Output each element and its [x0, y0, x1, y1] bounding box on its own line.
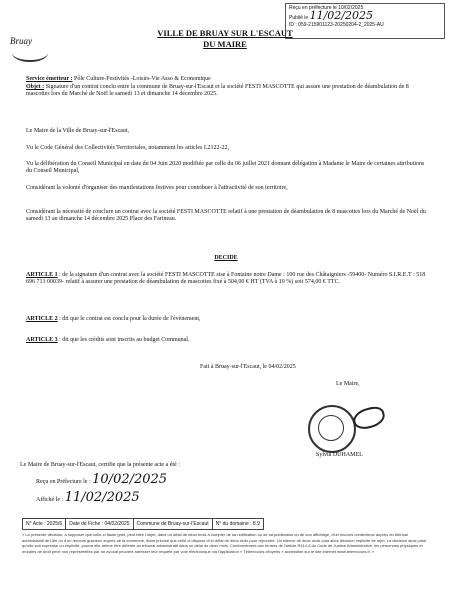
doc-title: VILLE DE BRUAY SUR L'ESCAUT [157, 28, 293, 38]
received-label: Reçu en Préfecture le : [36, 479, 91, 485]
considerant-1: Considérant la volonté d'organiser des manifestations festives pour contribuer à l'attractivité de son territoire, [26, 185, 288, 191]
signature-icon [351, 404, 387, 432]
certify-text: Le Maire de Bruay-sur-l'Escaut, certifie que la présente acte a été : [20, 462, 180, 468]
article-1 [26, 272, 426, 286]
footer-row [23, 519, 264, 530]
article-3-text: : dit que les crédits sont inscrits au budget Communal. [59, 337, 190, 343]
article-1-text: : de la signature d'un contrat avec la société FESTI MASCOTTE sise à Fontaine notre Dame : 100 rue des Châtaigniers -59400- Numéro S.I.R.E.T : 518 696 713 00039- relatif à assurer une prestation de déambulation de mascottes fixé à 504,00 € HT (TVA à 10 %) soit 574,00 € TTC. [26, 272, 426, 285]
doc-subtitle: DU MAIRE [203, 39, 247, 49]
mayor-seal-icon [308, 405, 356, 453]
signer-name: Sylvia DUHAMEL [316, 452, 363, 458]
stamp-received: Reçu en préfecture le 10/02/2025 [289, 5, 364, 11]
legal-notice: « La présente décision, à supposer que celle-ci fasse grief, peut faire l'objet, dans un délai de deux mois à compter de sa notification ou de sa publication ou de son affichage, d'un recours contentieux auprès du tribunal administratif de Lille ou d'un recours gracieux auprès de la commune, étant précisé que celle-ci dispose d'un délai de deux mois pour répondre. Un silence de deux mois vaut alors décision implicite de rejet. La décision ainsi prise qu'elle soit expresse ou implicite, pourra elle-même être déférée au tribunal administratif dans un délai de deux mois. Conformément aux termes de l'article R414-6 du Code de Justice Administrative, les personnes physiques et morales de droit privé non représentées par un avocat peuvent adresser leur requête par voie électronique via l'application « Télérecours citoyens » accessible sur le site internet www.telerecours.fr. » [22, 532, 427, 554]
posted-line [36, 490, 336, 505]
logo-text: Bruay [10, 36, 32, 46]
article-3-label: ARTICLE 3 [26, 337, 58, 343]
article-3 [26, 337, 426, 344]
article-2 [26, 316, 426, 323]
stamp-published-date: 11/02/2025 [309, 9, 373, 22]
stamp-published-label: Publié le [289, 15, 309, 21]
objet-label: Objet : [26, 84, 45, 90]
decide-heading: DECIDE [214, 255, 238, 261]
posted-label: Affiché le : [36, 497, 64, 503]
objet-value: Signature d'un contrat conclu entre la commune de Bruay-sur-l'Escaut et la société FESTI MASCOTTE qui assure une prestation de déambulation de 8 mascottes lors du Marché de Noël le samedi 13 et dimanche 14 décembre 2025. [26, 84, 409, 97]
posted-date: 11/02/2025 [64, 490, 140, 505]
footer-date: Date de Fiche : 04/02/2025 [66, 519, 133, 530]
objet-block [26, 84, 426, 98]
article-2-label: ARTICLE 2 [26, 316, 58, 322]
service-label: Service émetteur : [26, 76, 73, 82]
signer-role: Le Maire, [336, 381, 360, 387]
footer-table [22, 518, 264, 530]
article-2-text: : dit que le contrat est conclu pour la durée de l'évènement, [59, 316, 201, 322]
intro: Le Maire de la Ville de Bruay-sur-l'Escaut, [26, 128, 129, 134]
vu-deliberation: Vu la délibération du Conseil Municipal en date du 04 Juin 2020 modifiée par celle du 06 juillet 2021 donnant délégation à Madame le Maire de certaines attributions du Conseil Municipal, [26, 161, 425, 174]
footer-acte: N° Acte : 2025/6 [23, 519, 66, 530]
received-line [36, 472, 336, 487]
stamp-published [289, 9, 441, 22]
article-1-label: ARTICLE 1 [26, 272, 58, 278]
footer-commune: Commune de Bruay-sur-l'Escaut [133, 519, 212, 530]
received-date: 10/02/2025 [92, 472, 168, 487]
vu-code: Vu le Code Général des Collectivités Territoriales, notamment les articles L2122-22, [26, 145, 230, 151]
stamp-id: ID : 059-215901123-20250204-2_2025-AU [289, 22, 384, 28]
service-value: Pôle Culture-Festivités -Loisirs-Vie Asso & Economique [74, 76, 211, 82]
service-block [26, 76, 426, 83]
footer-domaine: N° du domaine : 8.9 [212, 519, 263, 530]
place-date: Fait à Bruay-sur-l'Escaut, le 04/02/2025 [200, 364, 296, 370]
considerant-2: Considérant la nécessité de conclure un contrat avec la société FESTI MASCOTTE relatif à une prestation de déambulation de 8 mascottes lors du Marché de Noël du samedi 13 au dimanche 14 décembre 2025 Place des Farineau. [26, 209, 426, 222]
